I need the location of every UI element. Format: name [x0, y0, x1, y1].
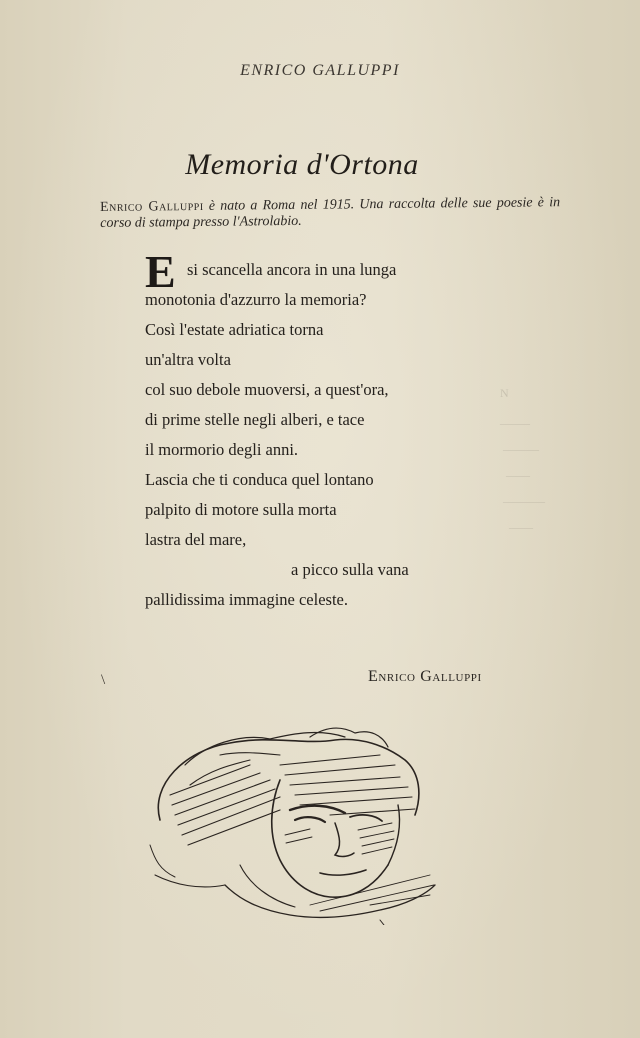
- margin-mark: \: [101, 672, 106, 688]
- author-intro: [100, 195, 560, 232]
- poem-line: col suo debole muoversi, a quest'ora,: [145, 380, 389, 399]
- poem-line: il mormorio degli anni.: [145, 440, 299, 459]
- intro-author: Enrico Galluppi: [100, 198, 204, 215]
- poem-line: palpito di motore sulla morta: [145, 500, 337, 519]
- poem-line: un'altra volta: [145, 350, 231, 369]
- poem-line: di prime stelle negli alberi, e tace: [145, 410, 365, 429]
- page-title: Memoria d'Ortona: [185, 148, 419, 181]
- poem-line: Lascia che ti conduca quel lontano: [145, 470, 374, 489]
- poem-last-line: pallidissima immagine celeste.: [145, 590, 348, 609]
- author-signature: Enrico Galluppi: [368, 668, 482, 685]
- poem-first-line: si scancella ancora in una lunga: [187, 260, 397, 279]
- poem-line: Così l'estate adriatica torna: [145, 320, 324, 339]
- poem-line: monotonia d'azzurro la memoria?: [145, 290, 367, 309]
- bleed-through: N _____ ______ ____ _______ ____: [500, 386, 545, 530]
- drop-cap: E: [145, 246, 176, 297]
- poem-line-1: [145, 246, 505, 297]
- portrait-sketch-illustration: [130, 725, 440, 925]
- poem-line: lastra del mare,: [145, 530, 247, 549]
- poem: [145, 246, 505, 615]
- running-head: ENRICO GALLUPPI: [240, 62, 400, 79]
- poem-line-indented: a picco sulla vana: [291, 560, 409, 579]
- intro-text: è nato a Roma nel 1915. Una raccolta delle sue poesie è in corso di stampa presso l'Astrolabio.: [100, 195, 561, 231]
